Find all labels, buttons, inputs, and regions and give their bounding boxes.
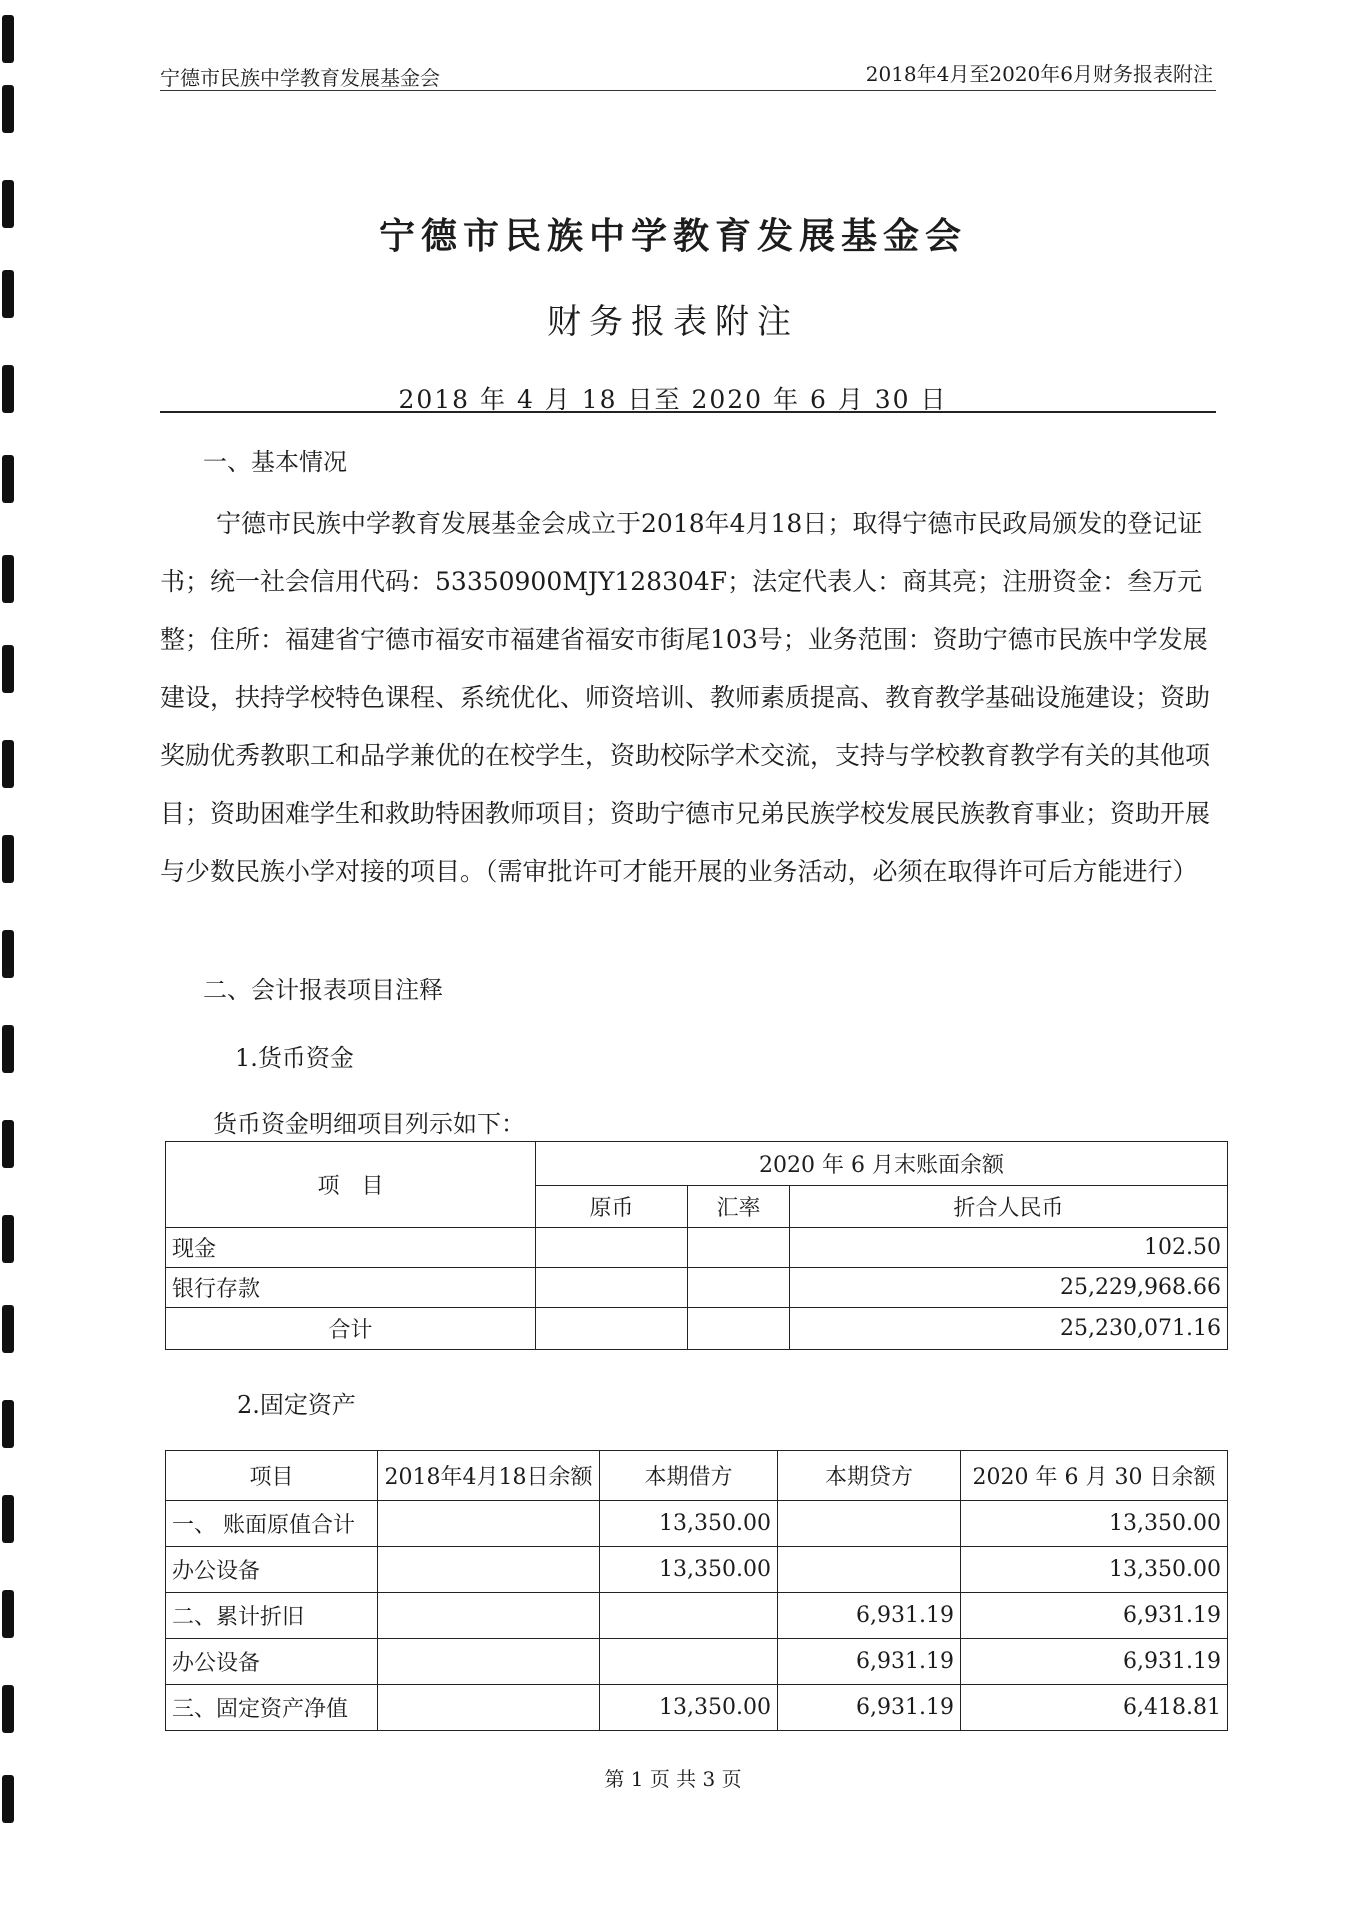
asset-header-opening: 2018年4月18日余额 [378, 1451, 600, 1501]
cash-header-rate: 汇率 [688, 1186, 790, 1228]
binding-hole [2, 1590, 14, 1638]
binding-hole [2, 15, 14, 63]
asset-credit: 6,931.19 [778, 1593, 961, 1639]
asset-item: 办公设备 [166, 1547, 378, 1593]
asset-header-credit: 本期贷方 [778, 1451, 961, 1501]
binding-hole [2, 555, 14, 603]
asset-opening [378, 1547, 600, 1593]
binding-hole [2, 1120, 14, 1168]
table-row [166, 1593, 1228, 1639]
binding-hole [2, 645, 14, 693]
asset-credit [778, 1501, 961, 1547]
asset-item: 办公设备 [166, 1639, 378, 1685]
binding-hole [2, 1495, 14, 1543]
asset-header-debit: 本期借方 [600, 1451, 778, 1501]
asset-item: 二、累计折旧 [166, 1593, 378, 1639]
binding-hole [2, 1215, 14, 1263]
table-row [166, 1228, 1228, 1268]
header-org: 宁德市民族中学教育发展基金会 [160, 66, 440, 90]
table-row [166, 1685, 1228, 1731]
cash-total-label: 合计 [166, 1308, 536, 1350]
page-subtitle: 财务报表附注 [547, 302, 799, 342]
cash-total-orig [536, 1308, 688, 1350]
section-notes-heading: 二、会计报表项目注释 [203, 976, 443, 1004]
binding-hole [2, 1400, 14, 1448]
asset-debit [600, 1593, 778, 1639]
binding-hole [2, 835, 14, 883]
cash-header-orig: 原币 [536, 1186, 688, 1228]
binding-hole [2, 85, 14, 133]
cash-intro: 货币资金明细项目列示如下： [213, 1110, 525, 1138]
table-row [166, 1547, 1228, 1593]
report-period: 2018 年 4 月 18 日至 2020 年 6 月 30 日 [398, 385, 948, 414]
asset-credit: 6,931.19 [778, 1639, 961, 1685]
page-number: 第 1 页 共 3 页 [604, 1767, 742, 1791]
cash-total-rmb: 25,230,071.16 [790, 1308, 1228, 1350]
table-row [166, 1639, 1228, 1685]
period-rule [160, 411, 1216, 413]
asset-credit [778, 1547, 961, 1593]
table-row [166, 1501, 1228, 1547]
asset-closing: 6,931.19 [961, 1593, 1228, 1639]
asset-debit: 13,350.00 [600, 1685, 778, 1731]
cash-rate [688, 1268, 790, 1308]
asset-opening [378, 1501, 600, 1547]
asset-item: 三、固定资产净值 [166, 1685, 378, 1731]
cash-item: 银行存款 [166, 1268, 536, 1308]
asset-header-item: 项目 [166, 1451, 378, 1501]
cash-total-rate [688, 1308, 790, 1350]
table-row-total [166, 1308, 1228, 1350]
cash-item: 现金 [166, 1228, 536, 1268]
fixed-assets-table [165, 1450, 1228, 1731]
cash-header-item: 项 目 [166, 1142, 536, 1228]
binding-hole [2, 930, 14, 978]
asset-header-closing: 2020 年 6 月 30 日余额 [961, 1451, 1228, 1501]
header-doc-title: 2018年4月至2020年6月财务报表附注 [865, 62, 1213, 86]
binding-hole [2, 455, 14, 503]
cash-header-balance: 2020 年 6 月末账面余额 [536, 1142, 1228, 1186]
asset-opening [378, 1593, 600, 1639]
asset-debit: 13,350.00 [600, 1501, 778, 1547]
asset-debit [600, 1639, 778, 1685]
asset-closing: 6,931.19 [961, 1639, 1228, 1685]
binding-hole [2, 740, 14, 788]
section-basic-body: 宁德市民族中学教育发展基金会成立于2018年4月18日；取得宁德市民政局颁发的登记证书；统一社会信用代码：53350900MJY128304F；法定代表人：商其亮；注册资金：叁万元整；住所：福建省宁德市福安市福建省福安市街尾103号；业务范围：资助宁德市民族中学发展建设，扶持学校特色课程、系统优化、师资培训、教师素质提高、教育教学基础设施建设；资助奖励优秀教职工和品学兼优的在校学生，资助校际学术交流，支持与学校教育教学有关的其他项目；资助困难学生和救助特困教师项目；资助宁德市兄弟民族学校发展民族教育事业；资助开展与少数民族小学对接的项目。（需审批许可才能开展的业务活动，必须在取得许可后方能进行） [160, 509, 1211, 886]
cash-orig [536, 1228, 688, 1268]
cash-rmb: 25,229,968.66 [790, 1268, 1228, 1308]
binding-hole [2, 1025, 14, 1073]
binding-holes [0, 0, 22, 1920]
asset-opening [378, 1639, 600, 1685]
fixed-assets-subheading: 2.固定资产 [237, 1391, 356, 1419]
asset-item: 一、 账面原值合计 [166, 1501, 378, 1547]
cash-header-rmb: 折合人民币 [790, 1186, 1228, 1228]
asset-closing: 13,350.00 [961, 1501, 1228, 1547]
asset-debit: 13,350.00 [600, 1547, 778, 1593]
asset-closing: 13,350.00 [961, 1547, 1228, 1593]
cash-subheading: 1.货币资金 [235, 1044, 354, 1072]
header-rule [160, 90, 1216, 91]
page-title: 宁德市民族中学教育发展基金会 [378, 215, 967, 257]
cash-rmb: 102.50 [790, 1228, 1228, 1268]
asset-closing: 6,418.81 [961, 1685, 1228, 1731]
binding-hole [2, 1685, 14, 1733]
table-row [166, 1268, 1228, 1308]
section-basic-heading: 一、基本情况 [203, 448, 347, 476]
binding-hole [2, 1305, 14, 1353]
cash-table [165, 1141, 1228, 1350]
cash-rate [688, 1228, 790, 1268]
cash-orig [536, 1268, 688, 1308]
asset-credit: 6,931.19 [778, 1685, 961, 1731]
asset-opening [378, 1685, 600, 1731]
